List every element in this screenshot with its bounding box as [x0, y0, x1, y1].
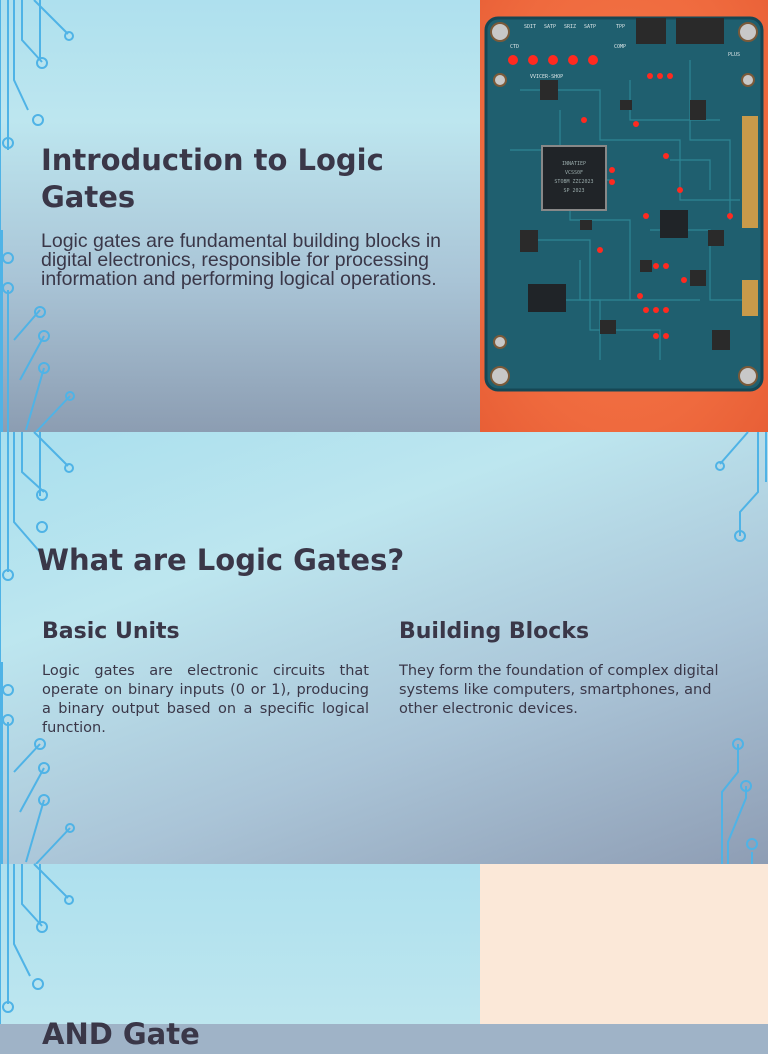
circuit-trace-decoration-left — [0, 432, 90, 864]
circuit-board-photo — [480, 0, 768, 432]
slide-title: AND Gate — [42, 1017, 200, 1051]
slide-introduction — [0, 0, 768, 432]
circuit-board-icon — [480, 0, 768, 432]
chip-label: INNATIEP — [561, 161, 587, 167]
circuit-trace-decoration-left — [0, 864, 90, 1024]
board-silkscreen-label: SDIT — [524, 24, 537, 30]
board-silkscreen-label: PLUS — [728, 52, 741, 58]
column-heading-building-blocks: Building Blocks — [399, 619, 590, 644]
circuit-trace-decoration-right — [700, 432, 768, 864]
board-silkscreen-label: SATP — [584, 24, 597, 30]
slide-title: What are Logic Gates? — [37, 543, 405, 577]
chip-label: VCSS0F — [564, 170, 584, 176]
chip-label: STOBM ZZC2023 — [554, 179, 594, 185]
column-heading-basic-units: Basic Units — [42, 619, 180, 644]
board-silkscreen-label: CTD — [510, 44, 520, 50]
board-silkscreen-label: COMP — [614, 44, 627, 50]
circuit-trace-decoration-left — [0, 0, 90, 432]
board-silkscreen-label: VVICER-SHOP — [530, 74, 564, 80]
slide-what-are-logic-gates — [0, 432, 768, 864]
chip-label: SP 2023 — [563, 188, 585, 194]
slide-body-text: Logic gates are fundamental building blocks in digital electronics, responsible for processing information and performing logical operations. — [41, 230, 442, 290]
slide-image-placeholder — [480, 864, 768, 1024]
board-silkscreen-label: SRIZ — [564, 24, 577, 30]
board-silkscreen-label: TPP — [616, 24, 626, 30]
column-text-building-blocks: They form the foundation of complex digital systems like computers, smartphones, and other electronic devices. — [399, 663, 719, 717]
column-text-basic-units: Logic gates are electronic circuits that operate on binary inputs (0 or 1), producing a binary output based on a specific logical function. — [42, 663, 369, 736]
slide-title: Introduction to Logic Gates — [41, 143, 384, 214]
board-silkscreen-label: SATP — [544, 24, 557, 30]
slide-and-gate — [0, 864, 768, 1051]
